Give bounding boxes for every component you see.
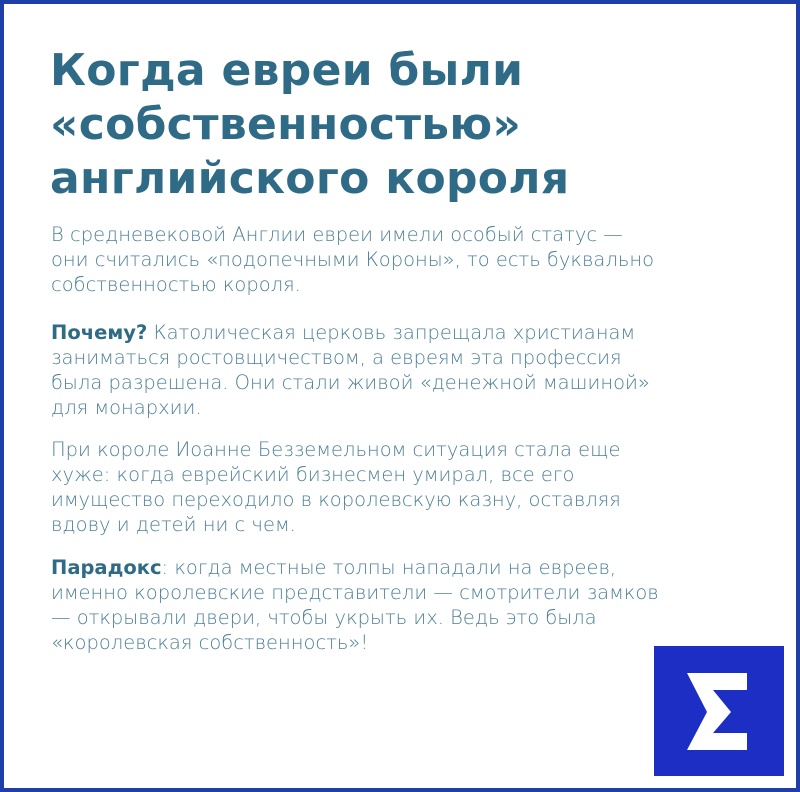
text-line [51,320,751,345]
text-line: именно королевские представители — смотрители замков [51,581,659,604]
e-logo-icon [654,646,784,776]
paragraph-lead: Парадокс [51,556,162,579]
text-line: собственностью короля. [51,273,301,296]
post-title [50,44,750,206]
text-line: была разрешена. Они стали живой «денежной машиной» [51,371,650,394]
text-fragment: : когда местные толпы нападали на евреев, [161,556,617,579]
text-line [51,555,751,580]
paragraph-lead: Почему? [51,321,148,344]
why-paragraph [51,320,751,420]
text-line: — открывали двери, чтобы укрыть их. Ведь это была [51,606,597,629]
title-line: Когда евреи были [50,45,524,96]
text-line: они считались «подопечными Короны», то есть буквально [51,248,654,271]
text-line: При короле Иоанне Безземельном ситуация стала еще [51,438,621,461]
paradox-paragraph [51,555,751,655]
king-john-paragraph [51,437,751,537]
text-line: имущество переходило в королевскую казну, оставляя [51,488,621,511]
text-line: для монархии. [51,396,202,419]
brand-logo [654,646,784,776]
text-line: «королевская собственность»! [51,631,369,654]
intro-paragraph [51,222,751,297]
text-fragment: Католическая церковь запрещала христианам [147,321,636,344]
text-line: В средневековой Англии евреи имели особый статус — [51,223,623,246]
text-line: хуже: когда еврейский бизнесмен умирал, все его [51,463,575,486]
text-line: вдову и детей ни с чем. [51,513,296,536]
title-line: английского короля [50,153,570,204]
text-line: заниматься ростовщичеством, а евреям эта профессия [51,346,622,369]
title-line: «собственностью» [50,99,522,150]
